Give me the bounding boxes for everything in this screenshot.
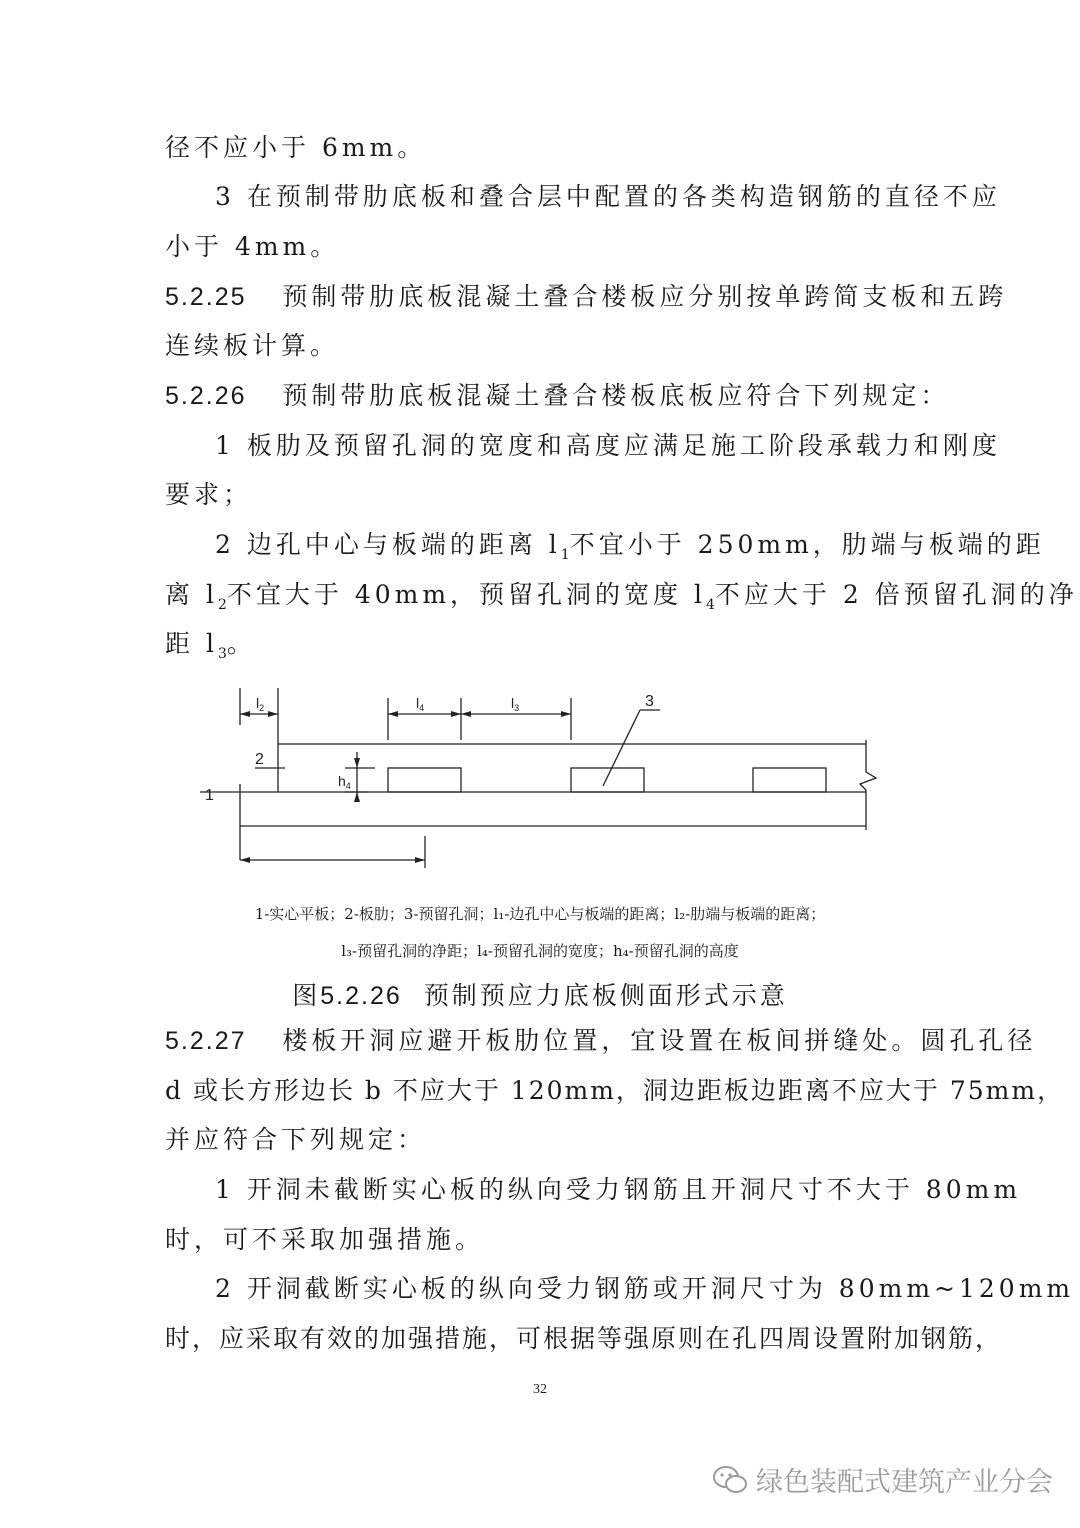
label-l2: $l_2$ (256, 695, 265, 713)
clause-text: 楼板开洞应避开板肋位置，宜设置在板间拼缝处。圆孔孔径 (282, 1026, 1037, 1055)
reserved-hole (571, 768, 644, 792)
arrow (451, 711, 461, 717)
arrow (561, 711, 571, 717)
watermark (712, 1460, 1053, 1499)
arrow (268, 711, 278, 717)
subscript: 1 (560, 547, 570, 563)
text-line: 时，可不采取加强措施。 (165, 1225, 485, 1254)
text-line: 径不应小于 6mm。 (165, 133, 427, 162)
arrow (240, 711, 250, 717)
arrow (415, 857, 425, 863)
clause-number: 5.2.25 (165, 283, 247, 311)
wechat-icon (712, 1465, 748, 1495)
arrow (388, 711, 398, 717)
figure-title-prefix: 图 (292, 981, 321, 1010)
subscript: 4 (706, 597, 715, 613)
reserved-hole (388, 768, 461, 792)
text-line: d 或长方形边长 b 不应大于 120mm，洞边距板边距离不应大于 75mm， (165, 1076, 1065, 1105)
figure-legend-line-2: l₃-预留孔洞的净距；l₄-预留孔洞的宽度；h₄-预留孔洞的高度 (341, 942, 739, 960)
text-fragment: 不宜小于 250mm，肋端与板端的距 (569, 530, 1045, 559)
callout-3: 3 (645, 693, 654, 710)
text-fragment: 2 边孔中心与板端的距离 l (215, 530, 561, 559)
callout-1: 1 (205, 787, 214, 804)
text-line: 小于 4mm。 (165, 232, 340, 261)
subscript: 2 (217, 597, 227, 613)
figure-title-number: 5.2.26 (320, 982, 402, 1010)
text-fragment: 离 l (165, 580, 218, 609)
callout-2: 2 (255, 751, 264, 768)
clause-number: 5.2.26 (165, 382, 247, 410)
text-line: 要求； (165, 480, 253, 509)
text-fragment: 不应大于 2 倍预留孔洞的净 (714, 580, 1078, 609)
clause-5-2-26 (165, 380, 949, 412)
clause-5-2-27 (165, 1025, 1036, 1057)
text-line (165, 628, 256, 670)
figure-legend-line-1: 1-实心平板；2-板肋；3-预留孔洞；l₁-边孔中心与板端的距离；l₂-肋端与板端的距离； (254, 905, 826, 923)
label-l3: $l_3$ (511, 695, 520, 713)
label-h4: $h_4$ (338, 773, 351, 791)
text-line: 并应符合下列规定： (165, 1125, 427, 1154)
figure-title-text: 预制预应力底板侧面形式示意 (423, 981, 788, 1010)
break-line (860, 740, 876, 830)
text-fragment: 距 l (165, 629, 218, 658)
text-line: 1 开洞未截断实心板的纵向受力钢筋且开洞尺寸不大于 80mm (215, 1175, 1022, 1204)
slab-section-figure (0, 680, 1080, 880)
text-line: 连续板计算。 (165, 331, 340, 360)
label-l4: $l_4$ (416, 695, 425, 713)
clause-text: 预制带肋底板混凝土叠合楼板底板应符合下列规定： (282, 381, 950, 410)
watermark-text: 绿色装配式建筑产业分会 (756, 1467, 1053, 1498)
text-line: 1 板肋及预留孔洞的宽度和高度应满足施工阶段承载力和刚度 (215, 431, 1001, 460)
clause-number: 5.2.27 (165, 1027, 247, 1055)
arrow (354, 758, 360, 768)
arrow (240, 857, 250, 863)
text-line: 时，应采取有效的加强措施，可根据等强原则在孔四周设置附加钢筋， (165, 1324, 1003, 1353)
text-line (165, 579, 1078, 621)
text-fragment: 不宜大于 40mm，预留孔洞的宽度 l (226, 580, 706, 609)
text-line (215, 529, 1045, 571)
page-number: 32 (533, 1382, 547, 1397)
clause-5-2-25 (165, 281, 1007, 313)
text-line: 3 在预制带肋底板和叠合层中配置的各类构造钢筋的直径不应 (215, 182, 1001, 211)
subscript: 3 (217, 646, 227, 662)
leader-3 (603, 710, 640, 786)
figure-title (0, 976, 1080, 1012)
reserved-hole (753, 768, 826, 792)
text-fragment: 。 (226, 629, 256, 658)
clause-text: 预制带肋底板混凝土叠合楼板应分别按单跨简支板和五跨 (282, 282, 1008, 311)
text-line: 2 开洞截断实心板的纵向受力钢筋或开洞尺寸为 80mm~120mm (215, 1274, 1075, 1303)
arrow (354, 792, 360, 802)
arrow (461, 711, 471, 717)
